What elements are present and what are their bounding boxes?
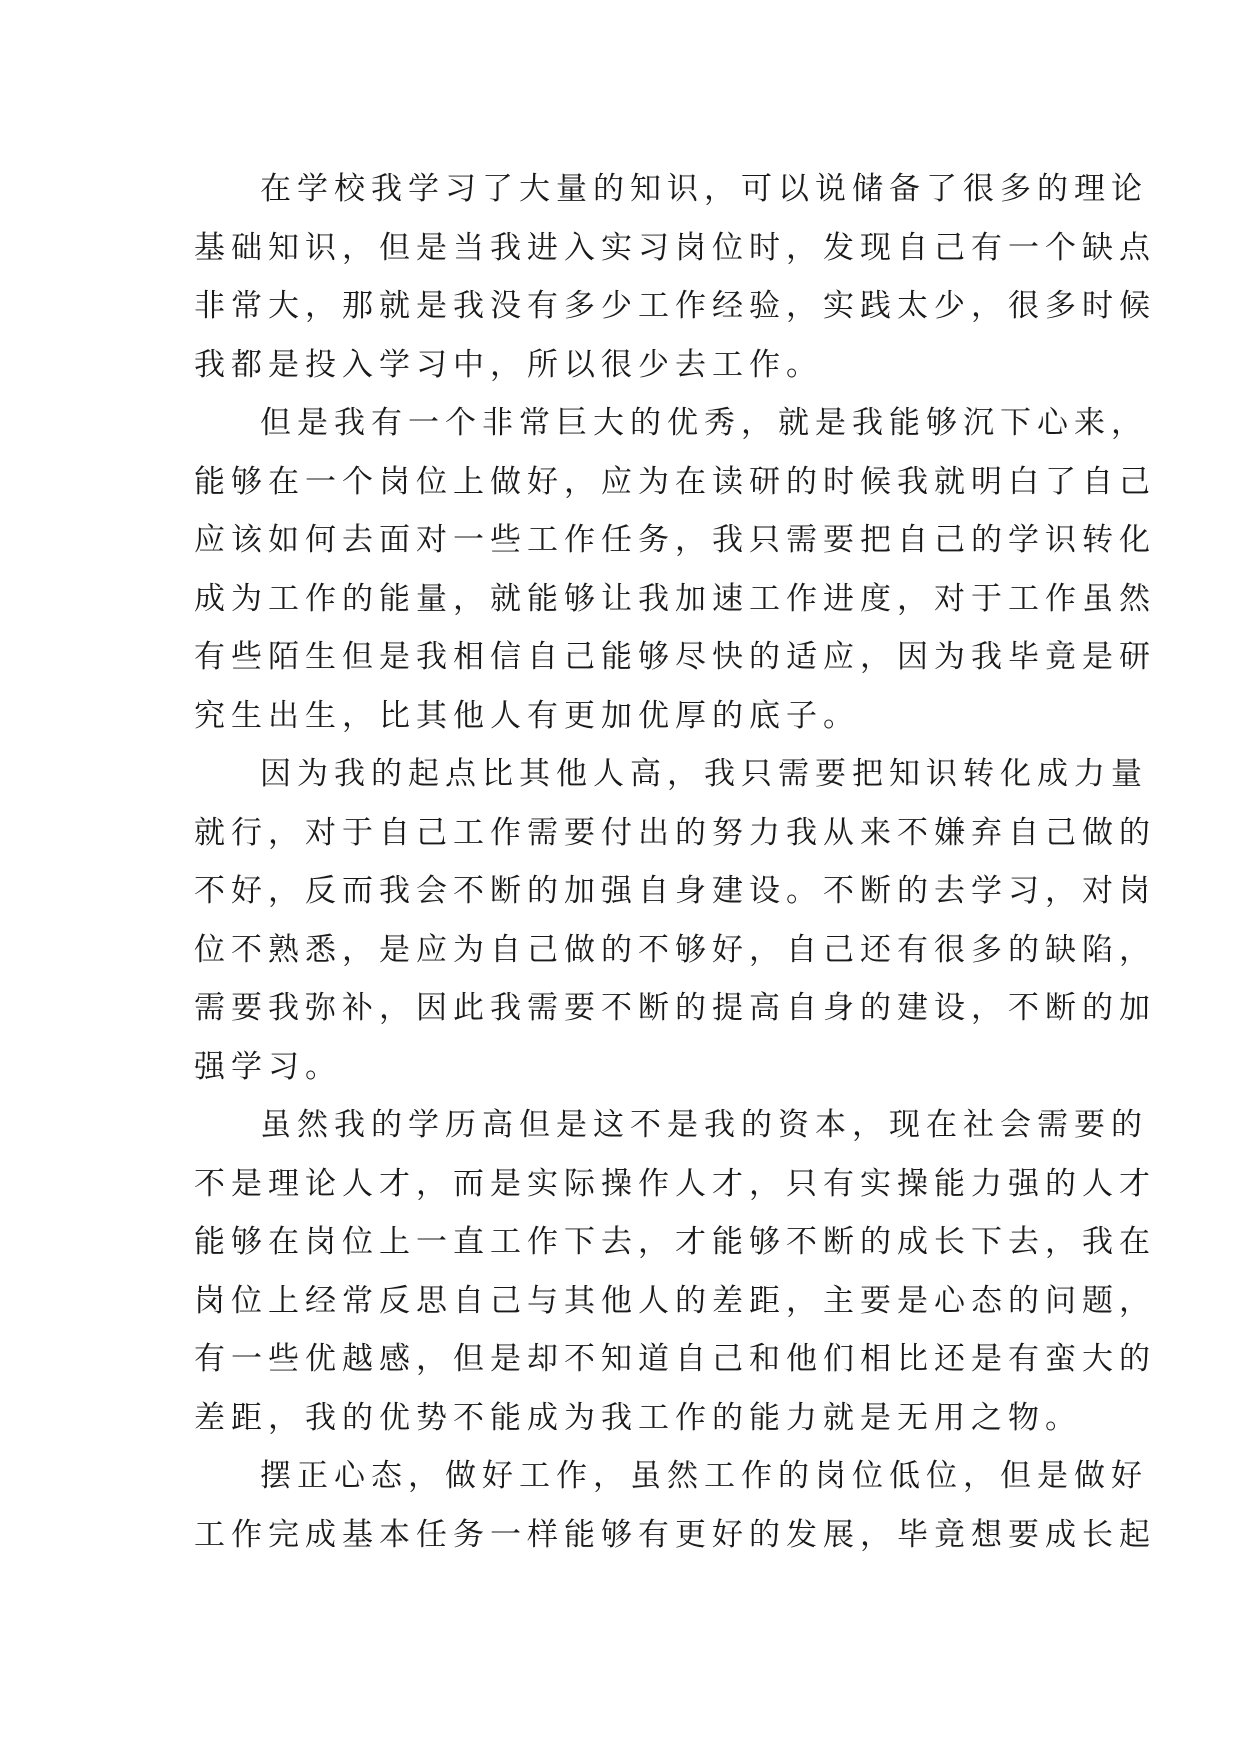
paragraph [194,745,1156,1096]
text-line: 位不熟悉，是应为自己做的不够好，自己还有很多的缺陷， [194,931,1156,968]
paragraph [194,1096,1156,1447]
text-line: 究生出生，比其他人有更加优厚的底子。 [194,697,860,734]
text-line: 但是我有一个非常巨大的优秀，就是我能够沉下心来， [260,405,1148,441]
text-line: 能够在岗位上一直工作下去，才能够不断的成长下去，我在 [194,1224,1156,1260]
text-line: 需要我弥补，因此我需要不断的提高自身的建设，不断的加 [194,990,1156,1026]
text-line: 因为我的起点比其他人高，我只需要把知识转化成力量 [260,756,1148,792]
text-line: 有些陌生但是我相信自己能够尽快的适应，因为我毕竟是研 [194,639,1156,675]
text-line: 成为工作的能量，就能够让我加速工作进度，对于工作虽然 [194,580,1156,617]
text-line: 我都是投入学习中，所以很少去工作。 [194,346,823,383]
text-line: 强学习。 [194,1048,342,1085]
text-line: 差距，我的优势不能成为我工作的能力就是无用之物。 [194,1399,1082,1436]
paragraph [194,1447,1156,1564]
text-line: 工作完成基本任务一样能够有更好的发展，毕竟想要成长起 [194,1516,1156,1553]
text-line: 能够在一个岗位上做好，应为在读研的时候我就明白了自己 [194,463,1156,500]
text-line: 有一些优越感，但是却不知道自己和他们相比还是有蛮大的 [194,1341,1156,1377]
paragraph [194,160,1156,394]
text-line: 不好，反而我会不断的加强自身建设。不断的去学习，对岗 [194,873,1156,909]
text-line: 不是理论人才，而是实际操作人才，只有实操能力强的人才 [194,1165,1156,1202]
text-line: 岗位上经常反思自己与其他人的差距，主要是心态的问题， [194,1282,1156,1319]
text-line: 基础知识，但是当我进入实习岗位时，发现自己有一个缺点 [194,229,1156,266]
paragraph [194,394,1156,745]
text-line: 摆正心态，做好工作，虽然工作的岗位低位，但是做好 [260,1458,1148,1494]
text-line: 非常大，那就是我没有多少工作经验，实践太少，很多时候 [194,288,1156,324]
text-line: 就行，对于自己工作需要付出的努力我从来不嫌弃自己做的 [194,814,1156,851]
document-body [194,160,1156,1564]
text-line: 应该如何去面对一些工作任务，我只需要把自己的学识转化 [194,522,1156,558]
text-line: 虽然我的学历高但是这不是我的资本，现在社会需要的 [260,1107,1148,1143]
text-line: 在学校我学习了大量的知识，可以说储备了很多的理论 [260,171,1148,207]
